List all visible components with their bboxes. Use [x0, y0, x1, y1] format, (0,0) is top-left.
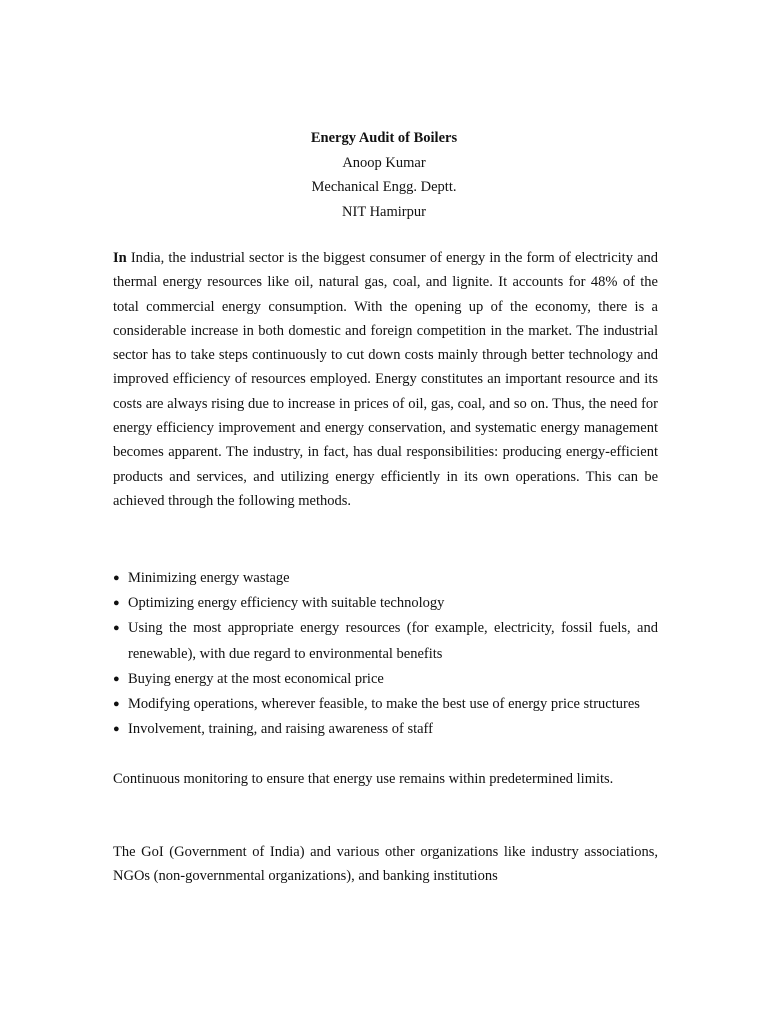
- bullet-icon: ●: [113, 597, 120, 610]
- list-item-text: Involvement, training, and raising awareness of staff: [128, 721, 433, 738]
- list-item: [113, 566, 658, 591]
- list-item: [113, 667, 658, 692]
- author-name: Anoop Kumar: [342, 154, 426, 171]
- list-item-text: Using the most appropriate energy resources (for example, electricity, fossil fuels, and renewable), with due regard to environmental benefits: [128, 620, 658, 662]
- list-item: [113, 692, 658, 717]
- bullet-icon: ●: [113, 698, 120, 711]
- bullet-icon: ●: [113, 723, 120, 736]
- department-name: Mechanical Engg. Deptt.: [311, 179, 457, 195]
- intro-lead-word: In: [113, 250, 127, 266]
- document-title: Energy Audit of Boilers: [310, 130, 458, 146]
- list-item-text: Optimizing energy efficiency with suitable technology: [128, 595, 445, 612]
- list-item-text: Minimizing energy wastage: [128, 570, 290, 586]
- document-header: [0, 126, 768, 224]
- methods-list: [113, 566, 658, 742]
- bullet-icon: ●: [113, 572, 120, 584]
- list-item: [113, 591, 658, 616]
- list-item: [113, 616, 658, 666]
- list-item-text: Modifying operations, wherever feasible, to make the best use of energy price structures: [128, 696, 640, 713]
- bullet-icon: ●: [113, 672, 120, 685]
- intro-text: India, the industrial sector is the biggest consumer of energy in the form of electricity and thermal energy resources like oil, natural gas, coal, and lignite. It accounts for 48% of the total commercial energy consumption. With the opening up of the economy, there is a considerable increase in both domestic and foreign competition in the market. The industrial sector has to take steps continuously to cut down costs mainly through better technology and improved efficiency of resources employed. Energy constitutes an important resource and its costs are always rising due to increase in prices of oil, gas, coal, and so on. Thus, the need for energy efficiency improvement and energy conservation, and systematic energy management becomes apparent. The industry, in fact, has dual responsibilities: producing energy-efficient products and services, and utilizing energy efficiently in its own operations. This can be achieved through the following methods.: [113, 250, 658, 509]
- closing-paragraph: Continuous monitoring to ensure that energy use remains within predetermined limits.: [113, 771, 614, 787]
- intro-paragraph: [113, 246, 658, 513]
- bullet-icon: ●: [113, 622, 120, 635]
- goi-paragraph: The GoI (Government of India) and various other organizations like industry associations, NGOs (non-governmental organizations), and banking institutions: [113, 844, 658, 885]
- list-item-text: Buying energy at the most economical price: [128, 670, 384, 687]
- institute-name: NIT Hamirpur: [342, 203, 426, 220]
- list-item: [113, 717, 658, 742]
